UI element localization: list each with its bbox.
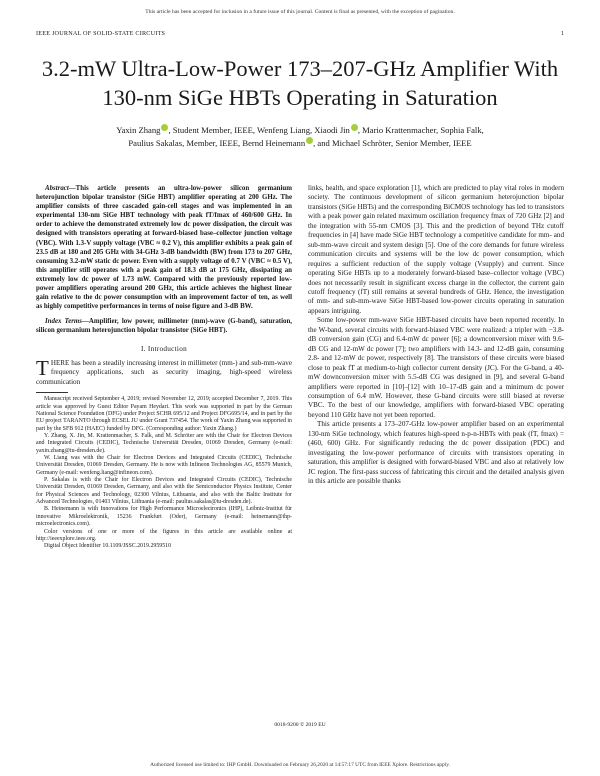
author-text: Yaxin Zhang bbox=[116, 125, 161, 135]
author-text: , Student Member, IEEE, Wenfeng Liang, Xiaodi Jin bbox=[168, 125, 350, 135]
body-paragraph: links, health, and space exploration [1], which are predicted to play vital roles in modern society. The continuous development of silicon germanium heterojunction bipolar transistors (SiGe HBTs) and the corresponding BiCMOS technology has led to transistors with a peak power gain related maximum oscillation frequency fmax of 720 GHz [2] and the integration with 55-nm CMOS [3]. This and the prediction of beyond THz cutoff frequencies in [4] have made SiGe HBT technology a competitive candidate for mm- and sub-mm-wave circuit and system design [5]. One of the core demands for future wireless communication circuits and systems will be the low dc power consumption, which requires a sufficient reduction of the supply voltage (Vsupply) and current. Since operating SiGe HBTs up to a moderately forward-biased base–collector voltage (VBC) does not necessarily result in significant excess charge in the collector, the current gain cutoff frequency (fT) still remains at several hundreds of GHz. Hence, the investigation of mm- and sub-mm-wave SiGe HBT-based low-power circuits operating in saturation appears intriguing. bbox=[308, 184, 564, 315]
section-heading: I. Introduction bbox=[140, 344, 188, 353]
right-column bbox=[308, 184, 564, 487]
paper-title: 3.2-mW Ultra-Low-Power 173–207-GHz Amplifier With 130-nm SiGe HBTs Operating in Saturation bbox=[41, 56, 559, 110]
body-paragraph: This article presents a 173–207-GHz low-power amplifier based on an experimental 130-nm SiGe technology, which features high-speed n-p-n-HBTs with peak (fT, fmax) = (460, 600) GHz. For significantly reducing the dc power dissipation (PDC) and investigating the low-power performance of circuits with transistors operating in saturation, this amplifier is designed with forward-biased VBC and also at relatively low JC region. The first-pass success of fabricating this circuit and the detailed analysis given in this article are possible thanks bbox=[308, 420, 564, 486]
abstract-label: Abstract bbox=[45, 185, 69, 192]
left-column bbox=[36, 184, 292, 551]
footnote: Y. Zhang, X. Jin, M. Krattenmacher, S. Falk, and M. Schröter are with the Chair for Electron Devices and Integrated Circuits (CEDIC), Technische Universität Dresden, 01069 Dresden, Germany (e-mail: yaxin.zhang@tu-dresden.de). bbox=[36, 433, 292, 454]
footnote: P. Sakalas is with the Chair for Electron Devices and Integrated Circuits (CEDIC), Technische Universität Dresden, 01069 Dresden, Germany, and also with the Semiconductor Physics Institute, Center for Physical Sciences and Technology, 02300 Vilnius, Lithuania, and also with the Baltic Institute for Advanced Technologies, 01403 Vilnius, Lithuania (e-mail: paulius.sakalas@tu-dresden.de). bbox=[36, 477, 292, 506]
abstract-text: —This article presents an ultra-low-power silicon germanium heterojunction bipolar transistor (SiGe HBT) amplifier operating at 200 GHz. The amplifier consists of three cascaded gain-cell stages and was implemented in an experimental 130-nm SiGe HBT technology with peak fT/fmax of 460/600 GHz. In order to achieve the demonstrated extremely low dc power dissipation, the circuit was designed with transistors operating at forward-biased base–collector junction voltage (VBC). With 1.3-V supply voltage (VBC ≈ 0.2 V), this amplifier exhibits a peak gain of 23.5 dB at 180 and 205 GHz with 34-GHz 3-dB bandwidth (BW) from 173 to 207 GHz, consuming 3.2-mW static dc power. Even with a supply voltage of 0.7 V (VBC ≈ 0.5 V), this amplifier still operates with a peak gain of 18.3 dB at 175 GHz, dissipating an extremely low dc power of 1.73 mW. Compared with the previously reported low-power amplifiers operating around 200 GHz, this article achieves the highest linear gain relative to the dc power consumption with an improvement factor of ten, as well as highly competitive performances in terms of noise figure and 3-dB BW. bbox=[36, 185, 292, 311]
footnote: Color versions of one or more of the figures in this article are available online at http://ieeexplore.ieee.org. bbox=[36, 528, 292, 542]
page-number: 1 bbox=[560, 30, 564, 37]
footnote: Manuscript received September 4, 2019; revised November 12, 2019; accepted December 7, 2019. This article was approved by Guest Editor Payam Heydari. This work was supported in part by the German National Science Foundation (DFG) under Project SCHR 695/12 and Project DFG695/14, and in part by the EU project TARANTO through ECSEL JU under Grant 737454. The work of Yaxin Zhang was supported in part by the SFB 912 (HAEC) funded by DFG. (Corresponding author: Yaxin Zhang.) bbox=[36, 396, 292, 432]
intro-first-words: HERE bbox=[50, 358, 70, 367]
dropcap: T bbox=[36, 355, 49, 380]
footnote: W. Liang was with the Chair for Electron Devices and Integrated Circuits (CEDIC), Technische Universität Dresden, 01069 Dresden, Germany. He is now with Infineon Technologies AG, 85579 Munich, Germany (e-mail: wenfeng.liang@infineon.com). bbox=[36, 455, 292, 476]
index-terms-label: Index Terms bbox=[45, 318, 82, 326]
intro-paragraph bbox=[36, 355, 292, 387]
index-terms bbox=[36, 317, 292, 335]
acceptance-notice: This article has been accepted for inclusion in a future issue of this journal. Content is final as presented, with the exception of pagination. bbox=[145, 9, 455, 15]
abstract bbox=[36, 184, 292, 311]
intro-text: has been a steadily increasing interest in millimeter (mm-) and sub-mm-wave frequency applications, such as security imaging, high-speed wireless communication bbox=[36, 358, 292, 386]
issn-copyright: 0018-9200 © 2019 EU bbox=[274, 722, 326, 728]
body-paragraph: Some low-power mm-wave SiGe HBT-based circuits have been reported recently. In the W-band, several circuits with forward-biased VBC were realized: a tripler with −3.8-dB conversion gain (CG) and 6.4-mW dc power [6]; a downconversion mixer with 9.6-dB CG and 12-mW dc power [7]; two amplifiers with 14.3- and 12-dB gain, consuming 2.8- and 12-mW dc power, respectively [8]. The transistors of these circuits were biased close to peak fT at medium-to-high collector current density (JC). For the G-band, a 40-mW downconversion mixer with 5.5-dB CG was designed in [9], and several G-band amplifiers were reported in [10]–[12] with 10–17-dB gain and a minimum dc power consumption of 6.4 mW. However, these G-band circuits were still biased at reverse VBC. To the best of our knowledge, amplifiers with forward-biased VBC operating beyond 110 GHz have not yet been reported. bbox=[308, 316, 564, 419]
author-list bbox=[40, 124, 560, 150]
index-terms-text: —Amplifier, low power, millimeter (mm)-wave (G-band), saturation, silicon germanium heterojunction bipolar transistor (SiGe HBT). bbox=[36, 318, 293, 335]
footnote: Digital Object Identifier 10.1109/JSSC.2019.2959510 bbox=[44, 543, 172, 550]
author-text: , Mario Krattenmacher, Sophia Falk, bbox=[357, 125, 484, 135]
license-notice: Authorized licensed use limited to: IHP GmbH. Downloaded on February 26,2020 at 14:57:17 UTC from IEEE Xplore. Restrictions apply. bbox=[150, 762, 450, 768]
journal-name: IEEE JOURNAL OF SOLID-STATE CIRCUITS bbox=[36, 30, 166, 37]
author-text: , and Michael Schröter, Senior Member, IEEE bbox=[313, 138, 472, 149]
orcid-icon[interactable] bbox=[351, 124, 358, 131]
footnote-divider bbox=[36, 392, 68, 393]
footnote: B. Heinemann is with Innovations for High Performance Microelectronics (IHP), Leibniz-Institut für innovative Mikroelektronik, 15236 Frankfurt (Oder), Germany (e-mail: heinemann@ihp-microelectronics.com). bbox=[36, 506, 292, 528]
author-text: Paulius Sakalas, Member, IEEE, Bernd Heinemann bbox=[128, 138, 306, 149]
